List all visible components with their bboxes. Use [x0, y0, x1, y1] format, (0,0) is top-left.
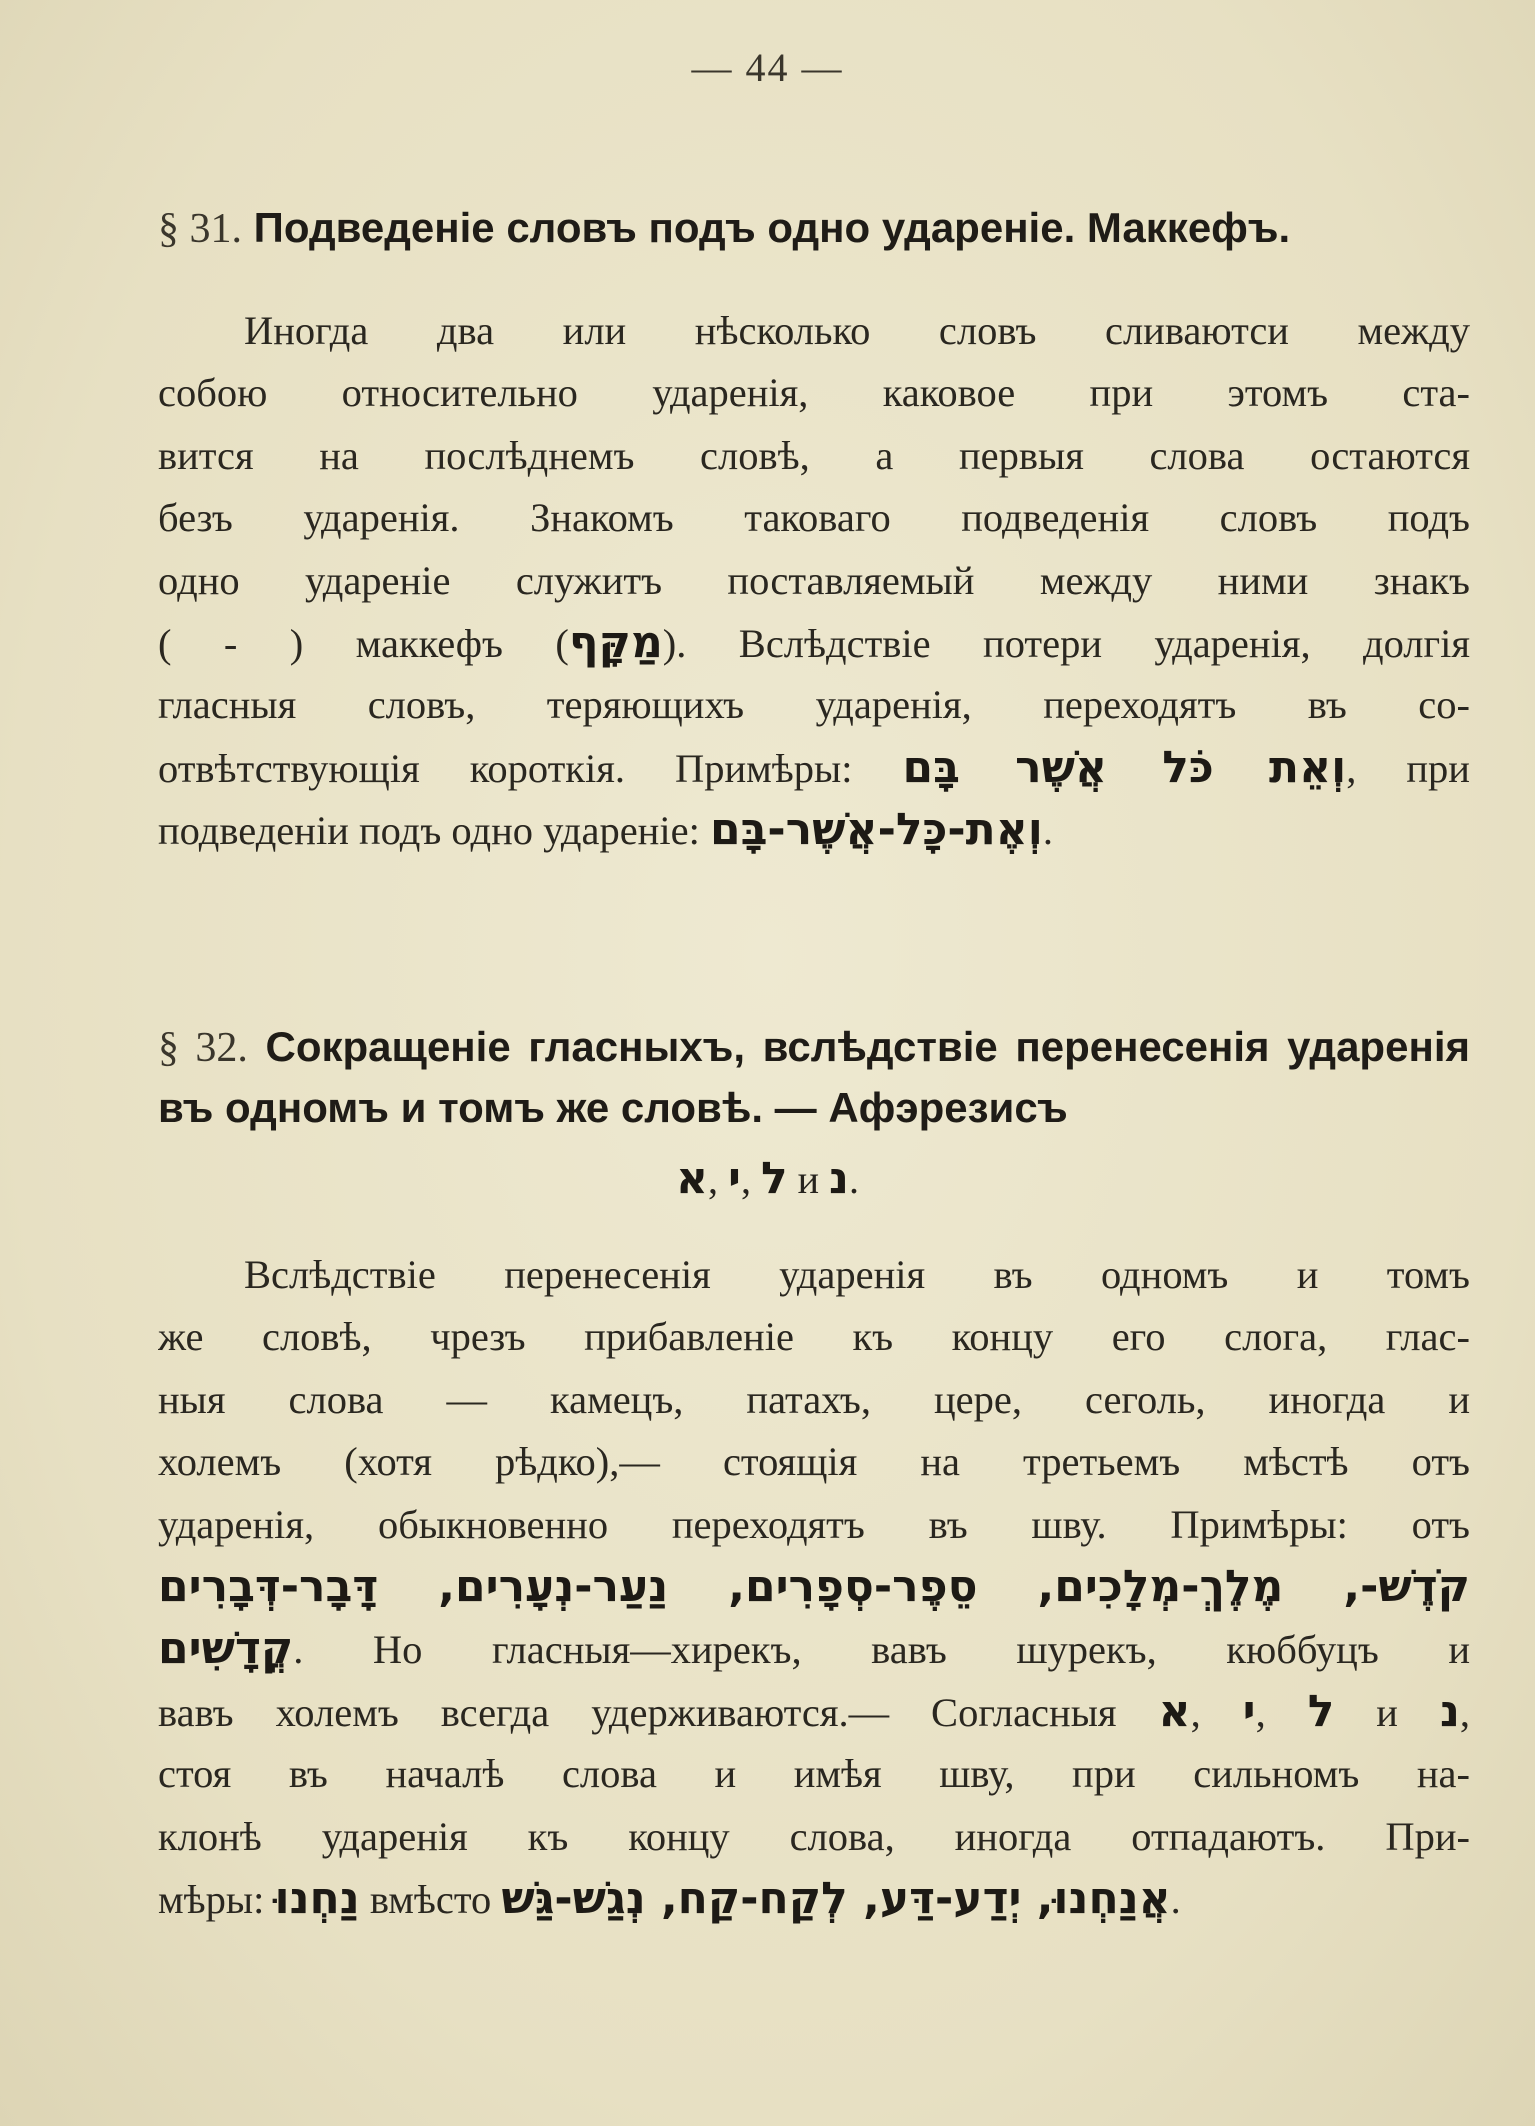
text-line: вавъ холемъ всегда удерживаются.— Согласныя א, י, ל и נ,	[158, 1685, 1470, 1737]
hebrew-letter: ל	[1307, 1685, 1335, 1737]
section-31-title: Подведеніе словъ подъ одно удареніе. Маккефъ.	[253, 204, 1291, 251]
section-31-number: § 31.	[158, 206, 242, 252]
text-fragment: ,	[708, 1157, 729, 1202]
hebrew-example: וְאֶת-כָּל-אֲשֶׁר-בָּם	[709, 804, 1043, 856]
text-fragment: ,	[1459, 1689, 1470, 1735]
text-fragment: подведеніи подъ одно удареніе:	[158, 808, 700, 854]
text-line: ныя слова — камецъ, патахъ, цере, сеголь, иногда и	[158, 1376, 1470, 1422]
text-fragment: и	[787, 1157, 830, 1202]
text-fragment: вавъ холемъ всегда удерживаются.— Согласныя	[158, 1689, 1117, 1735]
section-32-title: Сокращеніе гласныхъ, вслѣдствіе перенесенія ударенія въ одномъ и томъ же словѣ. — Афэрезисъ	[158, 1023, 1470, 1131]
text-line	[158, 1618, 1470, 1680]
text-fragment: ( - ) маккефъ (	[158, 620, 569, 666]
text-fragment: .	[1170, 1876, 1181, 1922]
text-line	[158, 799, 1470, 861]
hebrew-word: קֳדָשִׁים	[158, 1623, 294, 1675]
section-31-paragraph	[158, 300, 1470, 862]
text-line	[158, 737, 1470, 799]
text-fragment: ). Вслѣдствіе потери ударенія, долгія	[662, 620, 1470, 666]
text-line: стоя въ началѣ слова и имѣя шву, при сильномъ на-	[158, 1751, 1470, 1797]
text-line: безъ ударенія. Знакомъ таковаго подведенія словъ подъ	[158, 495, 1470, 541]
text-fragment: мѣры:	[158, 1876, 265, 1922]
text-line: же словѣ, чрезъ прибавленіе къ концу его слога, глас-	[158, 1314, 1470, 1360]
hebrew-letter: א	[1158, 1685, 1191, 1737]
hebrew-letter: י	[728, 1153, 742, 1204]
text-line: одно удареніе служитъ поставляемый между ними знакъ	[158, 557, 1470, 603]
hebrew-example: וְאֵת כֹּל אֲשֶׁר בָּם	[902, 741, 1347, 793]
text-line: Вслѣдствіе перенесенія ударенія въ одномъ и томъ	[244, 1252, 1470, 1297]
text-line	[158, 612, 1470, 674]
text-line: холемъ (хотя рѣдко),— стоящія на третьемъ мѣстѣ отъ	[158, 1439, 1470, 1485]
text-line: вится на послѣднемъ словѣ, а первыя слова остаются	[158, 432, 1470, 478]
text-line: собою относительно ударенія, каковое при этомъ ста-	[158, 370, 1470, 416]
page-number: — 44 —	[691, 45, 844, 90]
hebrew-letter: ל	[761, 1153, 788, 1204]
text-fragment: .	[848, 1157, 859, 1202]
section-32-number: § 32.	[158, 1025, 248, 1071]
text-line: клонѣ ударенія къ концу слова, иногда отпадаютъ. При-	[158, 1813, 1470, 1859]
section-32-heading-letters	[0, 1151, 1535, 1208]
text-line: ударенія, обыкновенно переходятъ въ шву. Примѣры: отъ	[158, 1501, 1470, 1547]
hebrew-example: קֹדֶשׁ-, מֶלֶךְ-מְלָכִים, סֵפֶר-סְפָרִים, נַעַר-נְעָרִים, דָּבָר-דְּבָרִים	[158, 1560, 1470, 1612]
text-fragment: отвѣтствующія короткія. Примѣры:	[158, 745, 853, 791]
hebrew-letter: נ	[1439, 1685, 1460, 1737]
hebrew-letter: י	[1242, 1685, 1256, 1737]
hebrew-letter: נ	[829, 1153, 849, 1204]
hebrew-word: מַקָּף	[568, 616, 663, 668]
text-line	[158, 1556, 1470, 1618]
text-fragment: .	[1042, 808, 1053, 854]
text-fragment: вмѣсто	[359, 1876, 502, 1922]
text-line: гласныя словъ, теряющихъ ударенія, переходятъ въ со-	[158, 682, 1470, 728]
section-32-paragraph	[158, 1244, 1470, 1930]
text-fragment: ,	[741, 1157, 762, 1202]
text-fragment: и	[1334, 1689, 1440, 1735]
text-line: Иногда два или нѣсколько словъ сливаютси между	[244, 308, 1470, 353]
hebrew-example: אֲנַחְנוּ, יְדַע-דַּע, לְקַח-קַח, נְגַשׁ-גַּשׁ	[501, 1872, 1171, 1924]
text-fragment: , при	[1346, 745, 1470, 791]
hebrew-letter: א	[676, 1153, 709, 1204]
text-line	[158, 1868, 1470, 1930]
section-31-heading	[158, 198, 1470, 259]
text-fragment: . Но гласныя—хирекъ, вавъ шурекъ, кюббуцъ и	[293, 1627, 1470, 1673]
section-32-heading	[158, 1017, 1470, 1137]
hebrew-word: נַחְנוּ	[274, 1872, 360, 1924]
